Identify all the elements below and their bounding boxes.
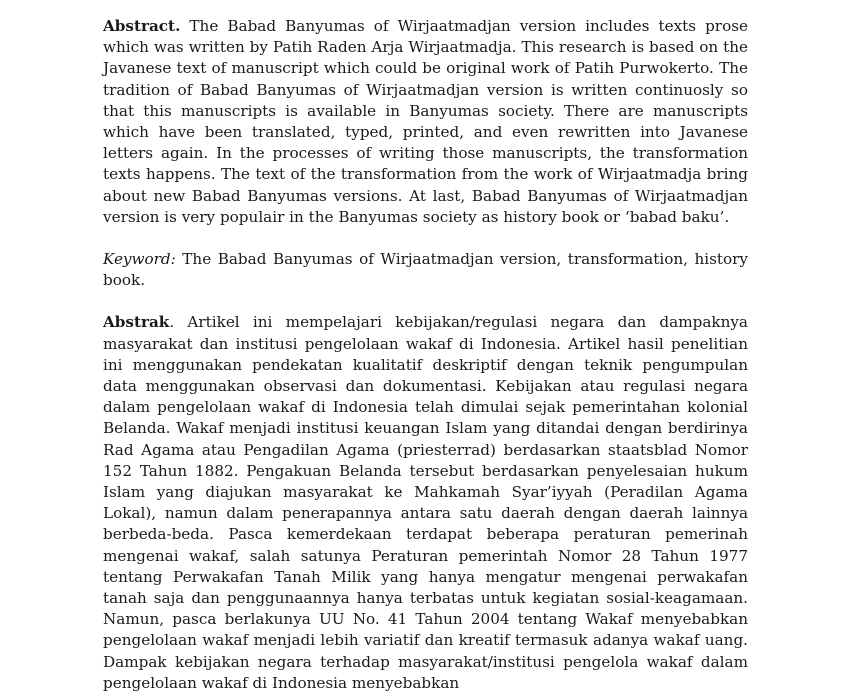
- abstrak-indonesian: [103, 312, 748, 694]
- abstract-english: [103, 16, 748, 228]
- abstract-label: Abstract.: [103, 17, 181, 35]
- keyword-label: Keyword:: [103, 250, 176, 269]
- abstrak-text: . Artikel ini mempelajari kebijakan/regulasi negara dan dampaknya masyarakat dan institusi pengelolaan wakaf di Indonesia. Artikel hasil penelitian ini menggunakan pendekatan kualitatif deskriptif dengan teknik pengumpulan data menggunakan observasi dan dokumentasi. Kebijakan atau regulasi negara dalam pengelolaan wakaf di Indonesia telah dimulai sejak pemerintahan kolonial Belanda. Wakaf menjadi institusi keuangan Islam yang ditandai dengan berdirinya Rad Agama atau Pengadilan Agama (priesterrad) berdasarkan staatsblad Nomor 152 Tahun 1882. Pengakuan Belanda tersebut berdasarkan penyelesaian hukum Islam yang diajukan masyarakat ke Mahkamah Syar’iyyah (Peradilan Agama Lokal), namun dalam penerapannya antara satu daerah dengan daerah lainnya berbeda-beda. Pasca kemerdekaan terdapat beberapa peraturan pemerinah mengenai wakaf, salah satunya Peraturan pemerintah Nomor 28 Tahun 1977 tentang Perwakafan Tanah Milik yang hanya mengatur mengenai perwakafan tanah saja dan penggunaannya hanya terbatas untuk kegiatan sosial-keagamaan. Namun, pasca berlakunya UU No. 41 Tahun 2004 tentang Wakaf menyebabkan pengelolaan wakaf menjadi lebih variatif dan kreatif termasuk adanya wakaf uang. Dampak kebijakan negara terhadap masyarakat/institusi pengelola wakaf dalam pengelolaan wakaf di Indonesia menyebabkan: [103, 313, 748, 692]
- abstract-text: The Babad Banyumas of Wirjaatmadjan version includes texts prose which was written by Patih Raden Arja Wirjaatmadja. This research is based on the Javanese text of manuscript which could be original work of Patih Purwokerto. The tradition of Babad Banyumas of Wirjaatmadjan version is written continuosly so that this manuscripts is available in Banyumas society. There are manuscripts which have been translated, typed, printed, and even rewritten into Javanese letters again. In the processes of writing those manuscripts, the transformation texts happens. The text of the transformation from the work of Wirjaatmadja bring about new Babad Banyumas versions. At last, Babad Banyumas of Wirjaatmadjan version is very populair in the Banyumas society as history book or ‘babad baku’.: [103, 17, 748, 226]
- abstrak-label: Abstrak: [103, 313, 170, 332]
- keyword-line: [103, 249, 748, 291]
- spacer: [103, 228, 748, 249]
- keyword-text: The Babad Banyumas of Wirjaatmadjan version, transformation, history book.: [103, 250, 749, 290]
- spacer: [103, 291, 748, 312]
- document-page: [103, 16, 748, 694]
